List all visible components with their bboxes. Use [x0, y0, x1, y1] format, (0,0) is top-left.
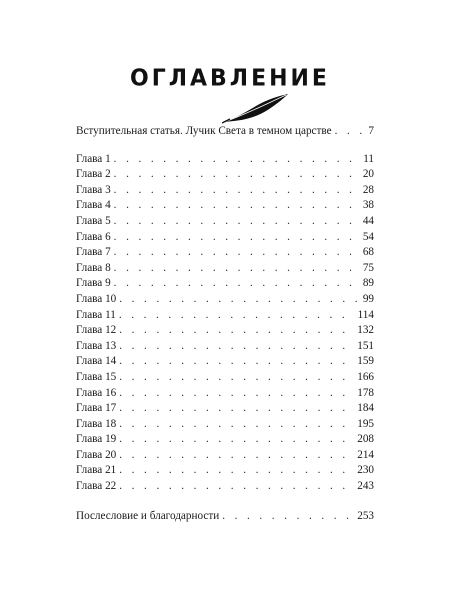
- toc-entry-page: 243: [357, 480, 374, 493]
- toc-entry-chapter[interactable]: [76, 401, 374, 417]
- leader-dots: [119, 432, 354, 448]
- toc-entry-page: 151: [357, 339, 374, 352]
- toc-entry-label: Глава 16: [76, 386, 117, 399]
- toc-entry-page: 132: [357, 324, 374, 337]
- toc-entry-chapter[interactable]: [76, 292, 374, 308]
- leader-dots: [119, 339, 354, 355]
- leader-dots: [114, 261, 360, 277]
- toc-entry-page: 99: [362, 292, 374, 305]
- toc-entry-chapter[interactable]: [76, 308, 374, 324]
- toc-entry-label: Послесловие и благодарности: [76, 509, 220, 522]
- toc-entry-page: 38: [362, 199, 374, 212]
- leader-dots: [119, 463, 354, 479]
- toc-entry-chapter[interactable]: [76, 339, 374, 355]
- toc-entry-chapter[interactable]: [76, 183, 374, 199]
- toc-entry-page: 114: [357, 308, 374, 321]
- toc-entry-label: Глава 9: [76, 277, 111, 290]
- toc-entry-chapter[interactable]: [76, 463, 374, 479]
- toc-entry-chapter[interactable]: [76, 167, 374, 183]
- toc-entry-chapter[interactable]: [76, 261, 374, 277]
- toc-entry-page: 208: [357, 433, 374, 446]
- toc-entry-page: 54: [362, 230, 374, 243]
- toc-entry-page: 89: [362, 277, 374, 290]
- toc-entry-chapter[interactable]: [76, 479, 374, 495]
- toc-entry-label: Глава 14: [76, 355, 117, 368]
- toc-entry-page: 20: [362, 168, 374, 181]
- toc-entry-chapter[interactable]: [76, 152, 374, 168]
- toc-entry-label: Глава 21: [76, 464, 117, 477]
- toc-entry-label: Глава 17: [76, 402, 117, 415]
- toc-entry-chapter[interactable]: [76, 230, 374, 246]
- toc-entry-page: 159: [357, 355, 374, 368]
- leader-dots: [119, 401, 354, 417]
- toc-entry-page: 7: [368, 125, 374, 137]
- toc-entry-label: Глава 12: [76, 324, 117, 337]
- toc-entry-label: Глава 7: [76, 246, 111, 259]
- toc-entry-label: Глава 4: [76, 199, 111, 212]
- toc-entry-chapter[interactable]: [76, 323, 374, 339]
- leader-dots: [119, 417, 354, 433]
- toc-entry-label: Глава 3: [76, 183, 111, 196]
- toc-entry-label: Глава 8: [76, 261, 111, 274]
- toc-entry-page: 75: [362, 261, 374, 274]
- toc-entry-chapter[interactable]: [76, 448, 374, 464]
- toc-entry-label: Глава 1: [76, 152, 111, 165]
- toc-entry-page: 253: [357, 509, 374, 522]
- toc-entry-page: 230: [357, 464, 374, 477]
- toc-entry-label: Глава 19: [76, 433, 117, 446]
- leader-dots: [114, 214, 360, 230]
- toc-entry-page: 195: [357, 417, 374, 430]
- toc-entry-page: 214: [357, 448, 374, 461]
- toc-entry-label: Глава 15: [76, 370, 117, 383]
- toc-entry-page: 184: [357, 402, 374, 415]
- toc-entry-chapter[interactable]: [76, 245, 374, 261]
- leader-dots: [119, 308, 355, 324]
- leader-dots: [119, 292, 360, 308]
- leader-dots: [114, 230, 360, 246]
- toc-entry-label: Глава 11: [76, 308, 116, 321]
- toc-entry-page: 178: [357, 386, 374, 399]
- toc-entry-page: 166: [357, 370, 374, 383]
- toc-entry-page: 44: [362, 214, 374, 227]
- leader-dots: [119, 386, 354, 402]
- toc-entry-chapter[interactable]: [76, 214, 374, 230]
- toc-entry-page: 11: [363, 152, 374, 165]
- leader-dots: [114, 167, 360, 183]
- toc-entry-chapter[interactable]: [76, 432, 374, 448]
- leader-dots: [119, 354, 354, 370]
- page-title: ОГЛАВЛЕНИЕ: [130, 65, 330, 92]
- toc-entry-chapter[interactable]: [76, 198, 374, 214]
- leader-dots: [119, 370, 354, 386]
- leader-dots: [114, 276, 360, 292]
- toc-entry-label: Глава 10: [76, 292, 117, 305]
- toc-entry-label: Глава 2: [76, 168, 111, 181]
- toc-entry-label: Глава 5: [76, 214, 111, 227]
- toc-entry-chapter[interactable]: [76, 370, 374, 386]
- toc-entry-chapter[interactable]: [76, 386, 374, 402]
- toc-entry-page: 28: [362, 183, 374, 196]
- toc-entry-label: Вступительная статья. Лучик Света в темном царстве: [76, 125, 332, 137]
- leader-dots: [114, 245, 360, 261]
- leader-dots: [114, 152, 361, 168]
- toc-entry-chapter[interactable]: [76, 354, 374, 370]
- toc-entry-chapter[interactable]: [76, 276, 374, 292]
- leader-dots: [335, 124, 366, 140]
- toc-entry-label: Глава 18: [76, 417, 117, 430]
- leader-dots: [114, 198, 360, 214]
- toc-entry-label: Глава 6: [76, 230, 111, 243]
- toc-entry-chapter[interactable]: [76, 417, 374, 433]
- toc-entry-label: Глава 22: [76, 480, 117, 493]
- table-of-contents: [76, 124, 374, 524]
- chapter-list: [76, 152, 374, 495]
- toc-entry-intro[interactable]: [76, 124, 374, 140]
- toc-entry-page: 68: [362, 246, 374, 259]
- toc-entry-afterword[interactable]: [76, 509, 374, 525]
- leader-dots: [222, 509, 354, 525]
- toc-entry-label: Глава 13: [76, 339, 117, 352]
- leader-dots: [119, 323, 354, 339]
- toc-entry-label: Глава 20: [76, 448, 117, 461]
- feather-icon: [222, 92, 290, 124]
- leader-dots: [119, 448, 354, 464]
- leader-dots: [114, 183, 360, 199]
- leader-dots: [119, 479, 354, 495]
